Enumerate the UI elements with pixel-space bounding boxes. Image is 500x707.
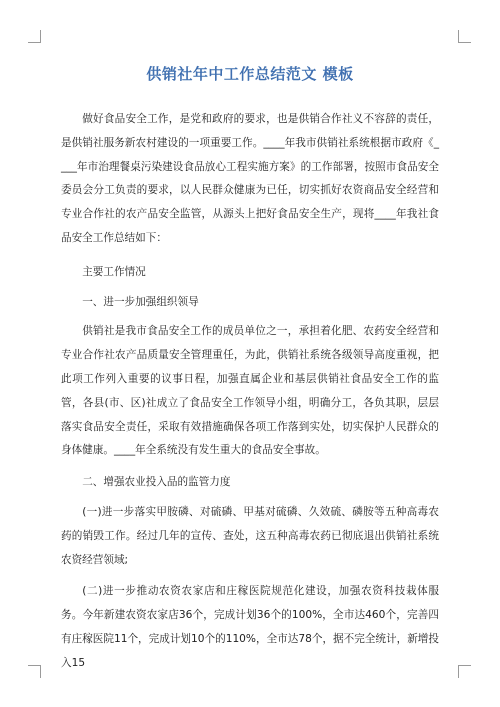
document-title: 供销社年中工作总结范文 模板 — [146, 65, 354, 83]
page-corner-mark-top-right — [458, 30, 471, 43]
page-corner-mark-bottom-left — [28, 665, 41, 678]
document-page — [61, 64, 439, 676]
body-paragraph-pesticides: (一)进一步落实甲胺磷、对硫磷、甲基对硫磷、久效硫、磷胺等五种高毒农药的销毁工作。经过几年的宣传、查处，这五种高毒农药已彻底退出供销社系统农资经营领域; — [61, 505, 439, 566]
section-heading-main-work: 主要工作情况 — [82, 265, 146, 278]
body-paragraph-organization: 供销社是我市食品安全工作的成员单位之一，承担着化肥、农药安全经营和专业合作社农产品质量安全管理重任，为此，供销社系统各级领导高度重视，把此项工作列入重要的议事日程，加强直属企业和基层供销社食品安全工作的监管，各县(市、区)社成立了食品安全工作领导小组，明确分工，各负其职，层层落实食品安全责任，采取有效措施确保各项工作落到实处，切实保护人民群众的身体健康。____年全系统没有发生重大的食品安全事故。 — [61, 325, 439, 457]
subsection-heading-supervision: 二、增强农业投入品的监管力度 — [82, 476, 231, 489]
page-corner-mark-top-left — [28, 30, 41, 43]
page-corner-mark-bottom-right — [458, 665, 471, 678]
intro-paragraph: 做好食品安全工作，是党和政府的要求，也是供销合作社义不容辞的责任，是供销社服务新农村建设的一项重要工作。____年我市供销社系统根据市政府《____年市治理餐桌污染建设食品放心工程实施方案》的工作部署，按照市食品安全委员会分工负责的要求，以人民群众健康为已任，切实抓好农资商品安全经营和专业合作社的农产品安全监管，从源头上把好食品安全生产，现将____年我社食品安全工作总结如下： — [61, 113, 439, 244]
subsection-heading-organization: 一、进一步加强组织领导 — [82, 295, 199, 308]
body-paragraph-farm-stores: (二)进一步推动农资农家店和庄稼医院规范化建设，加强农资科技栽体服务。今年新建农资农家店36个，完成计划36个的100%，全市达460个，完善四有庄稼医院11个，完成计划10个的110%，全市达78个，据不完全统计，新增投入15 — [61, 585, 439, 669]
